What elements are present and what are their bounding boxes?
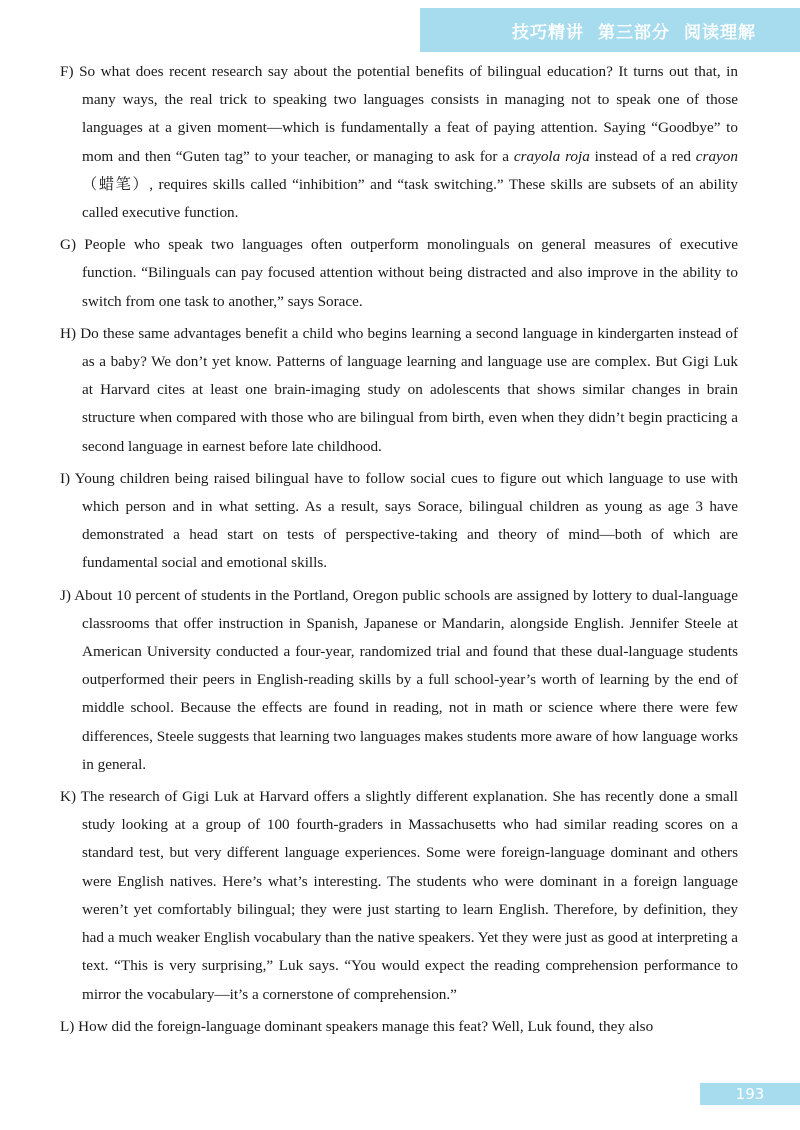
header-chapter-title: 技巧精讲 bbox=[512, 22, 584, 43]
section-header-banner bbox=[420, 8, 800, 52]
paragraph-text: About 10 percent of students in the Portland, Oregon public schools are assigned by lottery to dual-language classrooms that offer instruction in Spanish, Japanese or Mandarin, alongside English. Jennifer Steele at American University conducted a four-year, randomized trial and found that these dual-language students outperformed their peers in English-reading skills by a full school-year’s worth of learning by the end of middle school. Because the effects are found in reading, not in math or science where there were few differences, Steele suggests that learning two languages makes students more aware of how language works in general. bbox=[74, 586, 738, 773]
paragraph-text: instead of a red bbox=[589, 147, 696, 165]
paragraph-label: K) bbox=[60, 788, 77, 806]
paragraph-l bbox=[60, 1013, 738, 1041]
paragraph-h bbox=[60, 320, 738, 461]
paragraph-italic-term: crayola roja bbox=[513, 147, 590, 165]
paragraph-text: People who speak two languages often outperform monolinguals on general measures of executive function. “Bilinguals can pay focused attention without being distracted and also improve in the ability to switch from one task to another,” says Sorace. bbox=[82, 236, 739, 310]
paragraph-i bbox=[60, 465, 738, 578]
paragraph-f bbox=[60, 58, 738, 227]
paragraph-j bbox=[60, 582, 738, 779]
paragraph-text: （蜡笔）, requires skills called “inhibition” and “task switching.” These skills are subsets of an ability called executive function. bbox=[82, 175, 738, 222]
paragraph-label: G) bbox=[60, 236, 77, 254]
paragraph-label: F) bbox=[60, 63, 74, 80]
paragraph-label: L) bbox=[60, 1017, 75, 1035]
paragraph-label: J) bbox=[60, 586, 71, 604]
header-part-label: 第三部分 bbox=[598, 22, 670, 43]
paragraph-text: Young children being raised bilingual have to follow social cues to figure out which language to use with which person and in what setting. As a result, says Sorace, bilingual children as young as age 3 have demonstrated a head start on tests of perspective-taking and theory of mind—both of which are fundamental social and emotional skills. bbox=[74, 469, 738, 572]
paragraph-italic-term: crayon bbox=[695, 147, 738, 165]
paragraph-label: H) bbox=[60, 324, 77, 342]
paragraph-text: So what does recent research say about the potential benefits of bilingual education? It turns out that, in many ways, the real trick to speaking two languages consists in managing not to speak one of those languages at a given moment—which is fundamentally a feat of paying attention. Saying “Goodbye” to mom and then “Guten tag” to your teacher, or managing to ask for a bbox=[79, 63, 738, 165]
header-section-title: 阅读理解 bbox=[684, 22, 756, 43]
paragraph-text: The research of Gigi Luk at Harvard offers a slightly different explanation. She has recently done a small study looking at a group of 100 fourth-graders in Massachusetts who had similar reading scores on a standard test, but very different language experiences. Some were foreign-language dominant and others were English natives. Here’s what’s interesting. The students who were dominant in a foreign language weren’t yet comfortably bilingual; they were just starting to learn English. Therefore, by definition, they had a much weaker English vocabulary than the native speakers. Yet they were just as good at interpreting a text. “This is very surprising,” Luk says. “You would expect the reading comprehension performance to mirror the vocabulary—it’s a cornerstone of comprehension.” bbox=[80, 788, 738, 1003]
article-body bbox=[60, 58, 738, 1045]
paragraph-text: How did the foreign-language dominant speakers manage this feat? Well, Luk found, they also bbox=[78, 1017, 654, 1035]
paragraph-k bbox=[60, 783, 738, 1009]
paragraph-g bbox=[60, 231, 738, 316]
paragraph-text: Do these same advantages benefit a child who begins learning a second language in kindergarten instead of as a baby? We don’t yet know. Patterns of language learning and language use are complex. But Gigi Luk at Harvard cites at least one brain-imaging study on adolescents that shows similar changes in brain structure when compared with those who are bilingual from birth, even when they didn’t begin practicing a second language in earnest before late childhood. bbox=[80, 324, 738, 455]
page-number: 193 bbox=[700, 1083, 800, 1105]
paragraph-label: I) bbox=[60, 469, 71, 487]
